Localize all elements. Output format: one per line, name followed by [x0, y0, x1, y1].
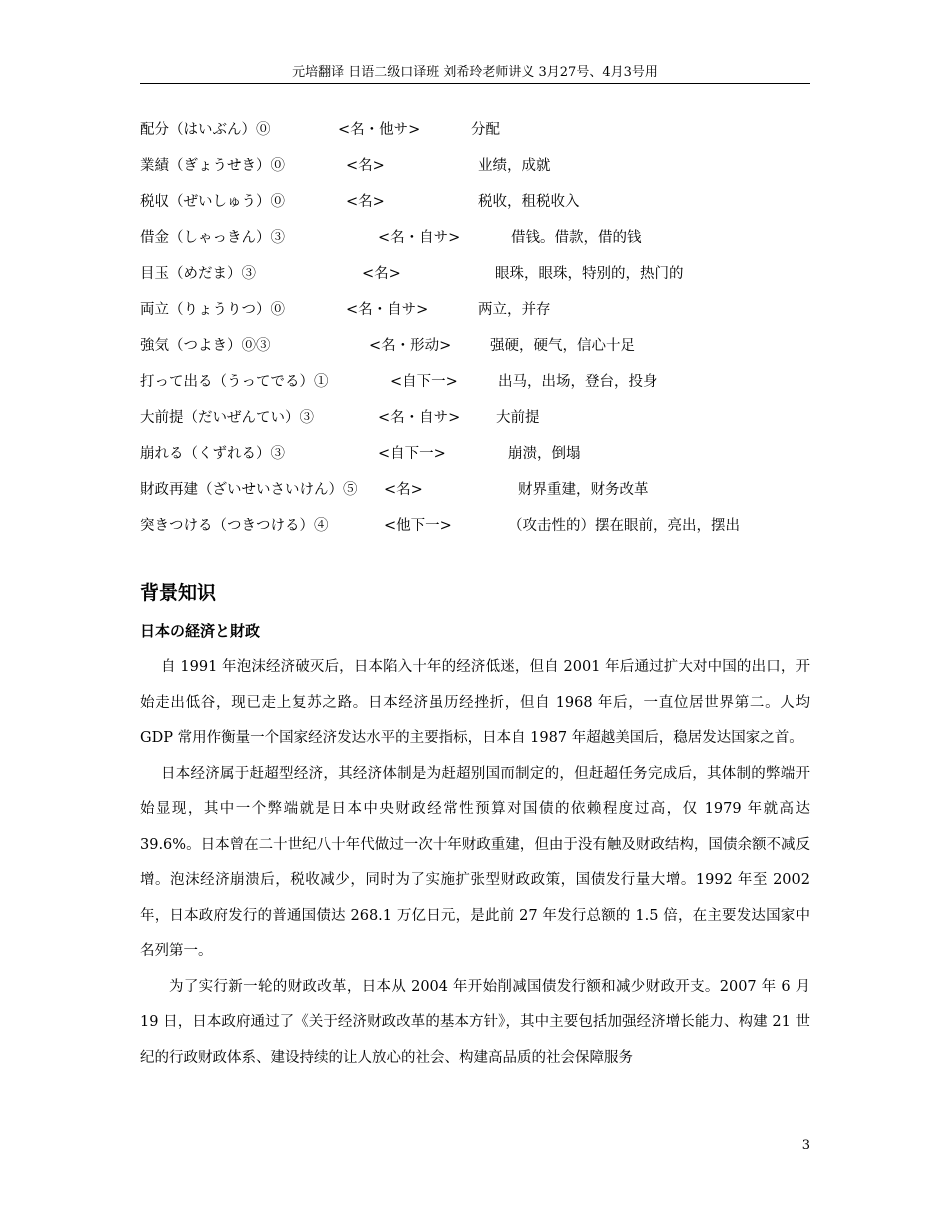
vocab-meaning: 借钱。借款，借的钱	[511, 230, 642, 246]
vocab-pos: <名>	[346, 158, 385, 174]
page-header: 元培翻译 日语二级口译班 刘希玲老师讲义 3月27号、4月3号用	[292, 65, 658, 80]
vocab-pos: <名・自サ>	[378, 410, 461, 426]
vocab-row	[140, 404, 820, 440]
vocab-meaning: 业绩，成就	[478, 158, 551, 174]
vocab-row	[140, 440, 820, 476]
vocab-term: 強気（つよき）⓪③	[140, 338, 271, 354]
vocab-row	[140, 188, 820, 224]
vocab-row	[140, 224, 820, 260]
vocab-meaning: （攻击性的）摆在眼前，亮出，摆出	[508, 518, 740, 534]
section-subtitle: 日本の経済と財政	[140, 622, 261, 640]
vocab-term: 崩れる（くずれる）③	[140, 446, 285, 462]
vocab-pos: <名>	[384, 482, 423, 498]
vocab-term: 両立（りょうりつ）⓪	[140, 302, 285, 318]
page-number: 3	[801, 1138, 810, 1153]
section-title: 背景知识	[140, 582, 217, 604]
vocab-meaning: 出马，出场，登台，投身	[498, 374, 658, 390]
vocab-row	[140, 332, 820, 368]
vocab-row	[140, 152, 820, 188]
vocab-meaning: 税收，租税收入	[478, 194, 580, 210]
vocab-row	[140, 260, 820, 296]
vocab-pos: <自下一>	[378, 446, 446, 462]
vocab-term: 打って出る（うってでる）①	[140, 374, 329, 390]
vocab-row	[140, 476, 820, 512]
vocab-meaning: 强硬，硬气，信心十足	[490, 338, 635, 354]
vocab-pos: <名・他サ>	[338, 122, 421, 138]
vocab-meaning: 财界重建，财务改革	[518, 482, 649, 498]
vocab-pos: <他下一>	[384, 518, 452, 534]
vocab-meaning: 两立，并存	[478, 302, 551, 318]
vocab-term: 財政再建（ざいせいさいけん）⑤	[140, 482, 358, 498]
vocab-meaning: 眼珠，眼珠，特别的，热门的	[495, 266, 684, 282]
vocab-meaning: 大前提	[496, 410, 540, 426]
vocab-term: 突きつける（つきつける）④	[140, 518, 329, 534]
vocab-term: 税収（ぜいしゅう）⓪	[140, 194, 285, 210]
section-body	[140, 650, 810, 1076]
vocab-meaning: 崩溃，倒塌	[508, 446, 581, 462]
paragraph: 为了实行新一轮的财政改革，日本从 2004 年开始削减国债发行额和减少财政开支。2007 年 6 月 19 日，日本政府通过了《关于经济财政改革的基本方针》，其中主要包括加强经济增长能力、构建 21 世纪的行政财政体系、建设持续的让人放心的社会、构建高品质的社会保障服务	[140, 978, 810, 1066]
vocab-pos: <名>	[346, 194, 385, 210]
paragraph: 日本经济属于赶超型经济，其经济体制是为赶超别国而制定的，但赶超任务完成后，其体制的弊端开始显现，其中一个弊端就是日本中央财政经常性预算对国债的依赖程度过高，仅 1979 年就高达 39.6%。日本曾在二十世纪八十年代做过一次十年财政重建，但由于没有触及财政结构，国债余额不减反增。泡沫经济崩溃后，税收减少，同时为了实施扩张型财政政策，国债发行量大增。1992 年至 2002 年，日本政府发行的普通国债达 268.1 万亿日元，是此前 27 年发行总额的 1.5 倍，在主要发达国家中名列第一。	[140, 765, 810, 959]
vocab-pos: <自下一>	[390, 374, 458, 390]
paragraph: 自 1991 年泡沫经济破灭后，日本陷入十年的经济低迷，但自 2001 年后通过扩大对中国的出口，开始走出低谷，现已走上复苏之路。日本经济虽历经挫折，但自 1968 年后，一直位居世界第二。人均 GDP 常用作衡量一个国家经济发达水平的主要指标，日本自 1987 年超越美国后，稳居发达国家之首。	[140, 659, 810, 746]
vocabulary-list	[140, 116, 820, 548]
vocab-meaning: 分配	[471, 122, 500, 138]
vocab-pos: <名・自サ>	[378, 230, 461, 246]
vocab-term: 業績（ぎょうせき）⓪	[140, 158, 285, 174]
vocab-row	[140, 512, 820, 548]
vocab-pos: <名・自サ>	[346, 302, 429, 318]
vocab-term: 借金（しゃっきん）③	[140, 230, 285, 246]
vocab-row	[140, 368, 820, 404]
header-rule	[140, 83, 810, 84]
vocab-term: 目玉（めだま）③	[140, 266, 256, 282]
vocab-term: 配分（はいぶん）⓪	[140, 122, 271, 138]
vocab-pos: <名・形动>	[369, 338, 452, 354]
vocab-row	[140, 296, 820, 332]
vocab-row	[140, 116, 820, 152]
vocab-pos: <名>	[362, 266, 401, 282]
vocab-term: 大前提（だいぜんてい）③	[140, 410, 314, 426]
